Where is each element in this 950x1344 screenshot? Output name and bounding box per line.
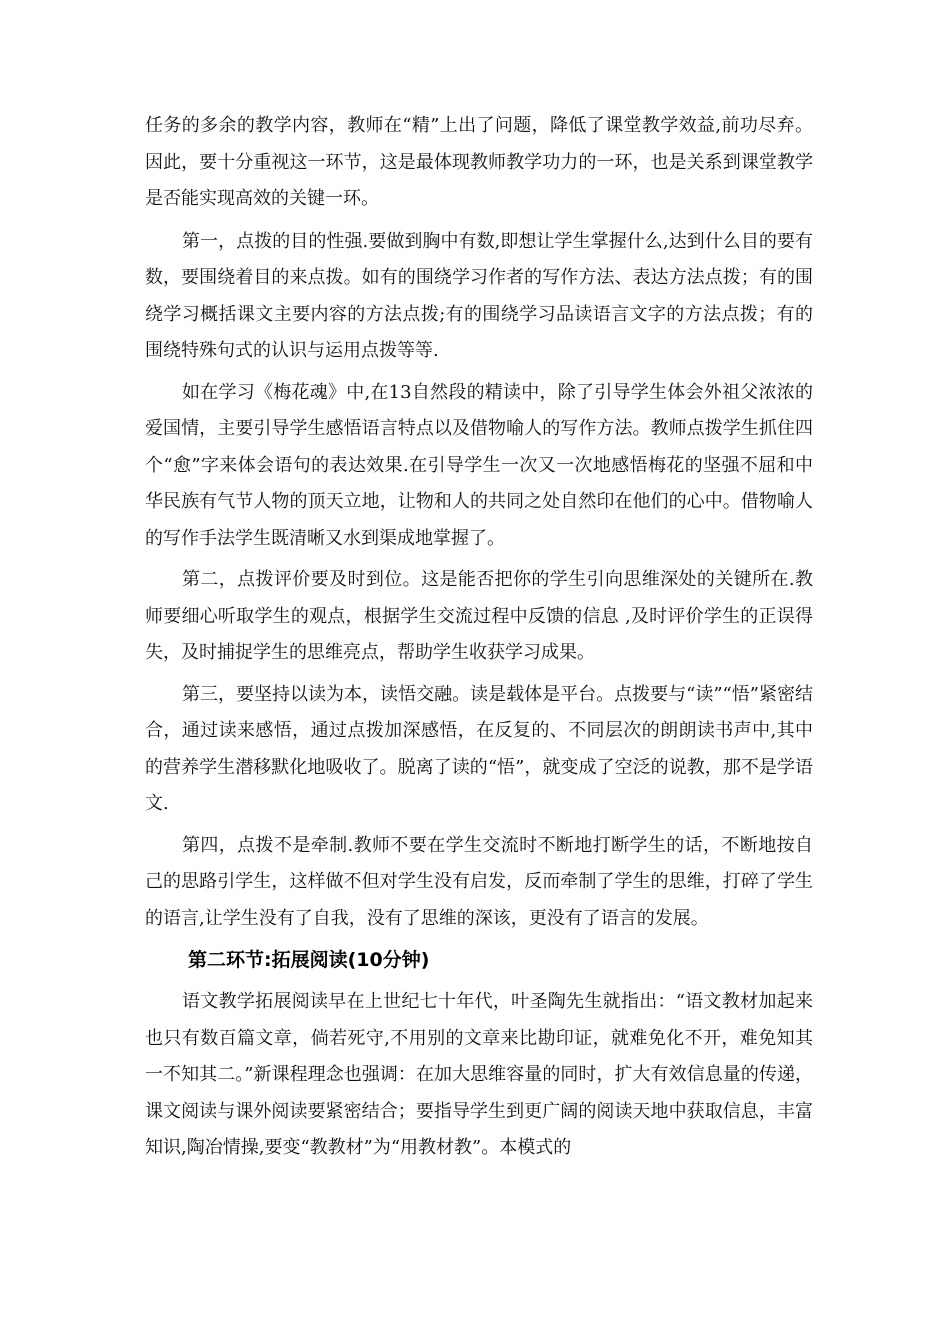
paragraph-point-one: 第一，点拨的目的性强.要做到胸中有数,即想让学生掌握什么,达到什么目的要有数，要围绕着目的来点拨。如有的围绕学习作者的写作方法、表达方法点拨；有的围绕学习概括课文主要内容的方法点拨;有的围绕学习品读语言文字的方法点拨；有的围绕特殊句式的认识与运用点拨等等. <box>145 230 813 361</box>
paragraph-point-three: 第三，要坚持以读为本，读悟交融。读是载体是平台。点拨要与“读”“悟”紧密结合，通过读来感悟，通过点拨加深感悟，在反复的、不同层次的朗朗读书声中,其中的营养学生潜移默化地吸收了。脱离了读的“悟”，就变成了空泛的说教，那不是学语文. <box>145 683 813 814</box>
section-heading: 第二环节:拓展阅读(10分钟) <box>188 949 430 971</box>
paragraph-extended-reading: 语文教学拓展阅读早在上世纪七十年代，叶圣陶先生就指出：“语文教材加起来也只有数百篇文章，倘若死守,不用别的文章来比勘印证，就难免化不开，难免知其一不知其二。”新课程理念也强调：在加大思维容量的同时，扩大有效信息量的传递，课文阅读与课外阅读要紧密结合；要指导学生到更广阔的阅读天地中获取信息，丰富知识,陶冶情操,要变“教教材”为“用教材教”。本模式的 <box>145 991 813 1158</box>
paragraph-continuation: 任务的多余的教学内容，教师在“精”上出了问题，降低了课堂教学效益,前功尽弃。因此，要十分重视这一环节，这是最体现教师教学功力的一环，也是关系到课堂教学是否能实现高效的关键一环。 <box>145 115 813 209</box>
document-body <box>145 108 813 1172</box>
paragraph-point-four: 第四，点拨不是牵制.教师不要在学生交流时不断地打断学生的话，不断地按自己的思路引学生，这样做不但对学生没有启发，反而牵制了学生的思维，打碎了学生的语言,让学生没有了自我，没有了思维的深该，更没有了语言的发展。 <box>145 834 813 929</box>
paragraph-example-meihuahun: 如在学习《梅花魂》中,在13自然段的精读中，除了引导学生体会外祖父浓浓的爱国情，主要引导学生感悟语言特点以及借物喻人的写作方法。教师点拨学生抓住四个“愈”字来体会语句的表达效果.在引导学生一次又一次地感悟梅花的坚强不屈和中华民族有气节人物的顶天立地，让物和人的共同之处自然印在他们的心中。借物喻人的写作手法学生既清晰又水到渠成地掌握了。 <box>145 381 813 549</box>
paragraph-point-two: 第二，点拨评价要及时到位。这是能否把你的学生引向思维深处的关键所在.教师要细心听取学生的观点，根据学生交流过程中反馈的信息 ,及时评价学生的正误得失，及时捕捉学生的思维亮点，帮助学生收获学习成果。 <box>145 569 813 663</box>
